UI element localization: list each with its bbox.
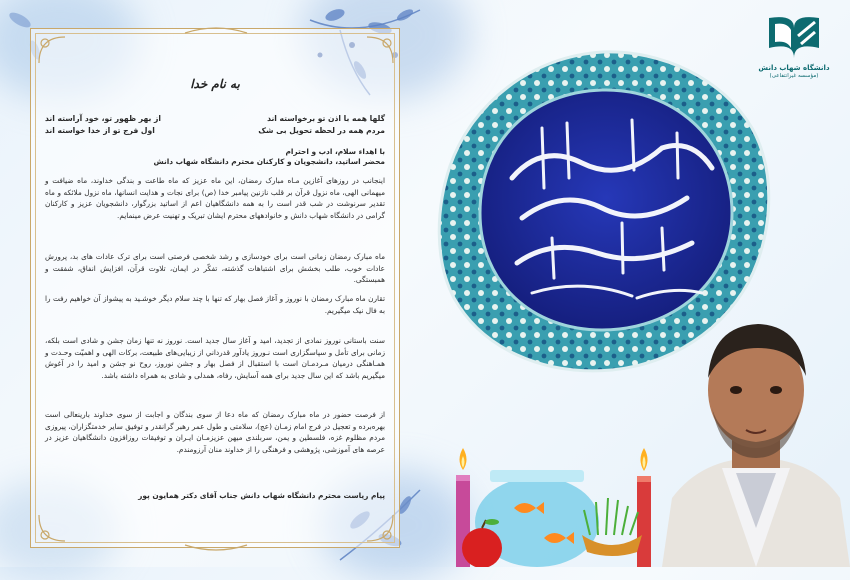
poem-line xyxy=(45,113,385,125)
greeting-line: با اهداء سلام، ادب و احترام xyxy=(285,147,385,156)
letter-paragraph: اینجانب در روزهای آغازین مـاه مبارک رمضان، این ماه عزیز که ماه طاعت و بندگی خداوند، ماه ضیافت و میهمانی الهی، ماه نزول قرآن بر قلب نازنین پیامبر خدا (ص) برای نجات و هدایت انسانها، ماه نزول ملائکه و ماه تقدیر سرنوشت در شب قدر است را به همه دانشگاهیان اعم از اساتید بزرگوار، دانشجویان عزیز و کارکنان گرامی در دانشگاه شهاب دانش و خانوادههای محترم ایشان تبریک و تهنیت عرض مینمایم. xyxy=(45,176,385,220)
candle-icon xyxy=(637,448,651,567)
letter-body xyxy=(45,29,385,547)
bismillah-heading: به نام خدا xyxy=(190,77,240,91)
portrait-photo xyxy=(662,318,850,567)
nowruz-haft-seen-decoration xyxy=(442,440,672,567)
poem-verse: اول فرج تو از خدا خواسته اند xyxy=(45,126,155,135)
greeting-line: محضر اساتید، دانشجویان و کارکنان محترم دانشگاه شهاب دانش xyxy=(153,157,385,166)
university-logo xyxy=(758,14,830,100)
university-name: دانشگاه شهاب دانش xyxy=(758,64,830,72)
letter-paragraph: ماه مبارک رمضان زمانی است برای خودسازی و رشد شخصی فرصتی است برای ترک عادات های بد، پرورش عادات خوب، طلب بخشش برای اشتباهات گذشته، تفکّر در ایمان، تلاوت قرآن، افزایش انفاق، شفقت و همبستگی. xyxy=(45,252,385,285)
poem-line xyxy=(45,125,385,137)
university-subtitle: (مؤسسه غیرانتفاعی) xyxy=(769,73,819,79)
signature: پیام ریاست محترم دانشگاه شهاب دانش جناب آقای دکتر همایون پور xyxy=(138,491,385,500)
letter-paragraph: سنت باستانی نوروز نمادی از تجدید، امید و آغاز سال جدید است. نوروز نه تنها زمان جشن و شادی است بلکه، زمانی برای تأمل و سپاسگزاری است نـوروز یادآور قدرداني از زیبایی‌های طبیعت، برکات الهی و اهمیّت وحـدت و همـاهنگی درمیان مـردمـان است با استقبال از فصل بهار و جشن نوروز، روح نو جشن و امید را در آغوش میگیریم باشد که این سال جدید برای همه آسایش، رفاه، همدلی و شادی به همراه داشته باشد. xyxy=(45,336,385,380)
book-logo-icon xyxy=(765,14,823,60)
poem-verse: گلها همه با اذن تو برخواسته اند xyxy=(267,114,385,123)
letter-paragraph: از فرصت حضور در ماه مبارک رمضان که ماه دعا از سوی بندگان و اجابت از سوی خداوند بارینعالی است بهره‌برده و تعجیل در فرج امام زمـان (عج)، سلامتی و طول عمر رهبر گرانقدر و توفیق سایر خدمتگزاران، پیروزی مردم مظلوم غزه، فلسطین و یمن، سربلندی میهن عزیزمـان ایـران و توفیقات روزافزون دانشگاهیان عزیز در عرصه های آموزشی، پژوهشی و فرهنگی را از خداوند منان آرزومندم. xyxy=(45,410,385,454)
poem xyxy=(45,113,385,137)
greeting xyxy=(45,147,385,167)
poem-verse: از بهر ظهور تو، خود آراسته اند xyxy=(45,114,161,123)
letter-paragraph: تقارن ماه مبارک رمضان با نوروز و آغاز فصل بهار که تنها با چند سلام دیگر خوشـید به پیشواز آن خواهیم رفت را به فال نیک میگیریم. xyxy=(45,294,385,315)
letter-panel xyxy=(30,28,400,548)
poem-verse: مردم همه در لحظه تحویل بی شک xyxy=(258,126,385,135)
